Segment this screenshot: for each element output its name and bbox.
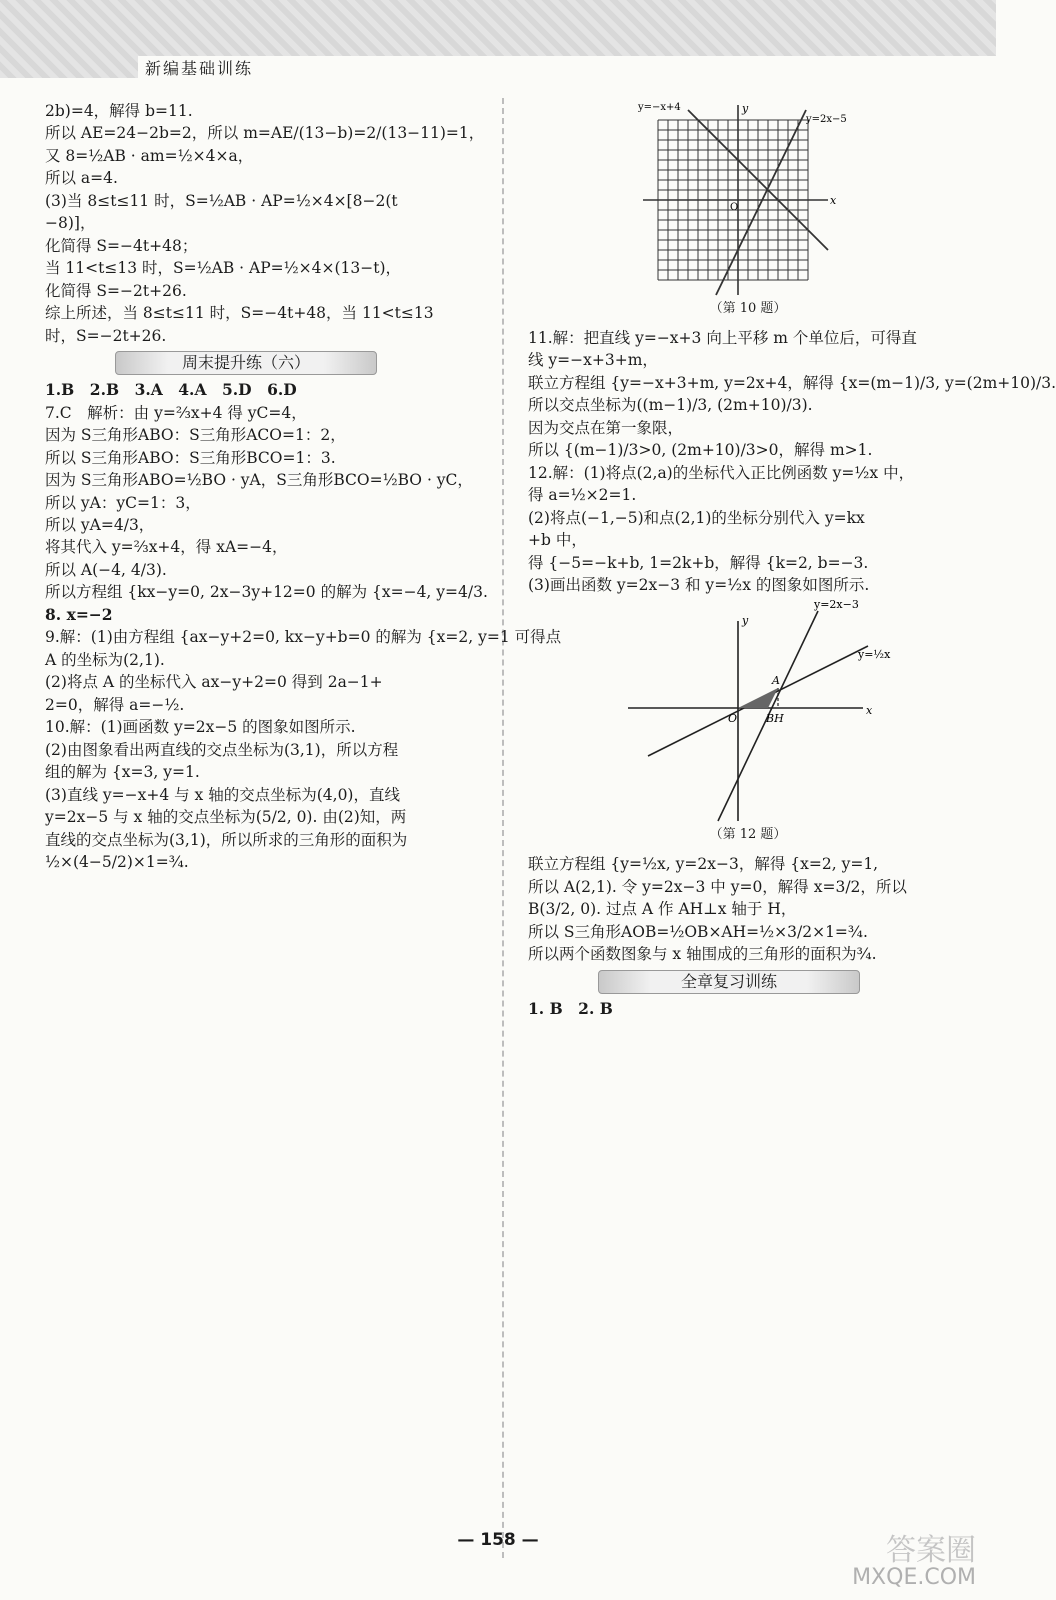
text-line: +b 中， (528, 531, 587, 550)
text-line: 2=0，解得 a=−½. (45, 695, 185, 714)
right-column (528, 100, 1056, 1020)
text-line: 将其代入 y=⅔x+4，得 xA=−4， (45, 538, 288, 557)
text-line: y=2x−5 与 x 轴的交点坐标为(5/2, 0). 由(2)知，两 (45, 808, 407, 827)
text-line: 综上所述，当 8≤t≤11 时，S=−4t+48，当 11<t≤13 (45, 304, 434, 323)
text-line: 10.解：(1)画函数 y=2x−5 的图象如图所示. (45, 718, 356, 737)
text-line: 当 11<t≤13 时，S=½AB · AP=½×4×(13−t)， (45, 259, 402, 278)
header-title: 新编基础训练 (145, 59, 254, 78)
text-line: 所以 {(m−1)/3>0, (2m+10)/3>0，解得 m>1. (528, 441, 873, 460)
answer-line: 1.B 2.B 3.A 4.A 5.D 6.D (45, 380, 297, 400)
fig12-axis-y: y (742, 614, 749, 628)
fig12-axis-x: x (866, 704, 873, 718)
text-line: 2b)=4，解得 b=11. (45, 102, 193, 120)
text-line: B(3/2, 0). 过点 A 作 AH⊥x 轴于 H， (528, 900, 797, 919)
text-line: 线 y=−x+3+m， (528, 351, 658, 370)
text-line: 所以 yA：yC=1：3， (45, 493, 201, 512)
figure-caption: （第 12 题） (709, 827, 787, 843)
fig10-label-b: y=2x−5 (806, 114, 847, 125)
text-line: 所以 AE=24−2b=2，所以 m=AE/(13−b)=2/(13−11)=1， (45, 124, 485, 143)
section-banner: 周末提升练（六） (115, 351, 377, 375)
text-line: 联立方程组 {y=−x+3+m, y=2x+4，解得 {x=(m−1)/3, y=(2m+10)/3. (528, 373, 1056, 392)
text-line: 所以 a=4. (45, 169, 118, 188)
text-line: 因为 S三角形ABO=½BO · yA，S三角形BCO=½BO · yC， (45, 471, 473, 490)
text-line: 直线的交点坐标为(3,1)，所以所求的三角形的面积为 (45, 830, 408, 849)
text-line: 化简得 S=−4t+48； (45, 236, 198, 255)
watermark-url: MXQE.COM (852, 1565, 976, 1590)
text-line: (3)当 8≤t≤11 时，S=½AB · AP=½×4×[8−2(t (45, 191, 398, 210)
answer-line: 8. x=−2 (45, 604, 113, 624)
text-line: −8)]， (45, 214, 96, 233)
fig12-label-a: y=2x−3 (814, 598, 859, 612)
text-line: 所以 A(2,1). 令 y=2x−3 中 y=0，解得 x=3/2，所以 (528, 877, 907, 896)
text-line: 因为交点在第一象限， (528, 418, 684, 437)
text-line: 9.解：(1)由方程组 {ax−y+2=0, kx−y+b=0 的解为 {x=2, y=1 可得点 (45, 628, 562, 647)
text-line: 因为 S三角形ABO：S三角形ACO=1：2， (45, 426, 346, 445)
text-line: ½×(4−5/2)×1=¾. (45, 853, 189, 871)
text-line: 所以两个函数图象与 x 轴围成的三角形的面积为¾. (528, 945, 877, 964)
text-line: 所以 A(−4, 4/3). (45, 560, 167, 579)
text-line: 组的解为 {x=3, y=1. (45, 763, 200, 782)
text-line: 12.解：(1)将点(2,a)的坐标代入正比例函数 y=½x 中， (528, 463, 915, 482)
fig10-label-a: y=−x+4 (638, 102, 681, 113)
text-line: (3)直线 y=−x+4 与 x 轴的交点坐标为(4,0)，直线 (45, 785, 400, 804)
text-line: 11.解：把直线 y=−x+3 向上平移 m 个单位后，可得直 (528, 328, 917, 347)
text-line: 所以 yA=4/3， (45, 515, 155, 534)
fig10-axis-y: y (742, 102, 749, 115)
text-line: (2)将点(−1,−5)和点(2,1)的坐标分别代入 y=kx (528, 508, 865, 527)
figure-10 (638, 100, 858, 300)
text-line: 所以方程组 {kx−y=0, 2x−3y+12=0 的解为 {x=−4, y=4/3. (45, 583, 488, 602)
fig12-label-b: y=½x (858, 648, 891, 662)
fig10-axis-x: x (830, 194, 837, 207)
text-line: 得 a=½×2=1. (528, 486, 637, 505)
answer-line: 1. B 2. B (528, 998, 613, 1018)
text-line: 又 8=½AB · am=½×4×a， (45, 146, 254, 165)
fig12-point-a: A (772, 674, 780, 688)
header-strip (138, 56, 996, 78)
column-divider (502, 98, 504, 1558)
text-line: 所以交点坐标为((m−1)/3, (2m+10)/3). (528, 396, 813, 415)
text-line: (3)画出函数 y=2x−3 和 y=½x 的图象如图所示. (528, 576, 870, 594)
section-banner: 全章复习训练 (598, 970, 860, 994)
text-line: 得 {−5=−k+b, 1=2k+b，解得 {k=2, b=−3. (528, 553, 869, 572)
text-line: A 的坐标为(2,1). (45, 650, 165, 669)
figure-caption: （第 10 题） (709, 301, 787, 316)
page-number: — 158 — (457, 1530, 539, 1550)
text-line: 7.C 解析：由 y=⅔x+4 得 yC=4， (45, 403, 307, 422)
text-line: 联立方程组 {y=½x, y=2x−3，解得 {x=2, y=1, (528, 855, 879, 874)
text-line: 所以 S三角形AOB=½OB×AH=½×3/2×1=¾. (528, 922, 868, 941)
text-line: 化简得 S=−2t+26. (45, 281, 187, 300)
figure-12 (618, 596, 891, 826)
text-line: (2)由图象看出两直线的交点坐标为(3,1)，所以方程 (45, 740, 399, 759)
text-line: 所以 S三角形ABO：S三角形BCO=1：3. (45, 448, 336, 467)
fig10-origin: O (730, 202, 739, 213)
text-line: 时，S=−2t+26. (45, 326, 167, 345)
watermark: 答案圈 (886, 1533, 976, 1568)
fig12-origin: O (728, 712, 738, 726)
fig12-point-bh: BH (766, 712, 784, 726)
text-line: (2)将点 A 的坐标代入 ax−y+2=0 得到 2a−1+ (45, 673, 383, 692)
shaded-triangle (738, 688, 778, 708)
